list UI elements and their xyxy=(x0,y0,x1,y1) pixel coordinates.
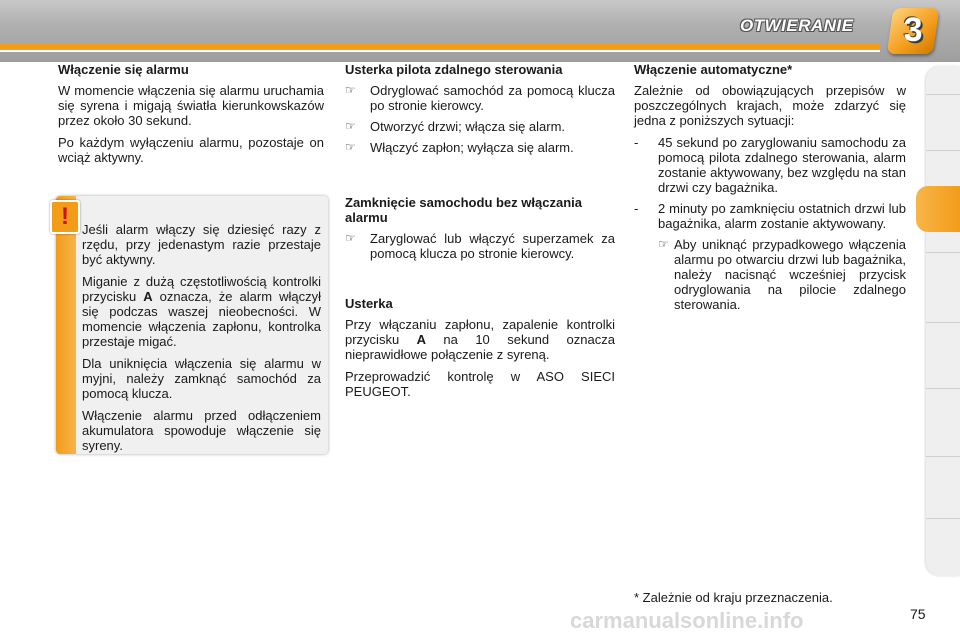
tab-divider xyxy=(926,518,960,519)
list-item: - 2 minuty po zamknięciu ostatnich drzwi lub bagażnika, alarm zostanie aktywowany. xyxy=(634,201,906,231)
watermark: carmanualsonline.info xyxy=(570,608,804,633)
footnote: * Zależnie od kraju przeznaczenia. xyxy=(634,590,833,605)
chapter-title: OTWIERANIE xyxy=(740,16,854,35)
chapter-tabs xyxy=(926,66,960,576)
tab-divider xyxy=(926,94,960,95)
chapter-badge xyxy=(887,8,939,54)
column-lock-without-alarm xyxy=(345,195,615,267)
paragraph: Jeśli alarm włączy się dziesięć razy z rzędu, przy jedenastym razie przestaje być aktywny. xyxy=(82,222,321,267)
tab-divider xyxy=(926,322,960,323)
paragraph: Zależnie od obowiązujących przepisów w poszczególnych krajach, może zdarzyć się jedna z poniższych sytuacji: xyxy=(634,83,906,128)
paragraph: Po każdym wyłączeniu alarmu, pozostaje on wciąż aktywny. xyxy=(58,135,324,165)
paragraph: Przy włączaniu zapłonu, zapalenie kontrolki przycisku A na 10 sekund oznacza nieprawidłowe połączenie z syreną. xyxy=(345,317,615,362)
tab-divider xyxy=(926,252,960,253)
button-label-a: A xyxy=(416,332,426,347)
heading-automatic-activation: Włączenie automatyczne* xyxy=(634,62,793,77)
hand-pointer-icon: ☞ xyxy=(658,237,669,251)
warning-icon: ! xyxy=(50,200,80,234)
paragraph: Włączenie alarmu przed odłączeniem akumulatora spowoduje włączenie się syreny. xyxy=(82,408,321,453)
paragraph: Miganie z dużą częstotliwością kontrolki przycisku A oznacza, że alarm włączył się podczas waszej nieobecności. W momencie włączenia zapłonu, kontrolka przestaje migać. xyxy=(82,274,321,349)
tab-divider xyxy=(926,150,960,151)
list-item: ☞ Aby uniknąć przypadkowego włączenia alarmu po otwarciu drzwi lub bagażnika, należy nacisnąć wcześniej przycisk odryglowania na pilocie zdalnego sterowania. xyxy=(658,237,906,312)
column-fault xyxy=(345,296,615,406)
warning-accent-bar xyxy=(56,196,76,454)
paragraph: W momencie włączenia się alarmu uruchamia się syrena i migają światła kierunkowskazów przez około 30 sekund. xyxy=(58,83,324,128)
warning-text xyxy=(82,222,321,460)
hand-pointer-icon: ☞ xyxy=(345,140,356,154)
column-automatic-activation xyxy=(634,62,906,318)
chapter-number: 3 xyxy=(903,11,923,49)
page-number: 75 xyxy=(910,606,926,622)
list-item: ☞ Zaryglować lub włączyć superzamek za pomocą klucza po stronie kierowcy. xyxy=(345,231,615,261)
tab-divider xyxy=(926,388,960,389)
dash-marker: - xyxy=(634,201,639,216)
heading-alarm-trigger: Włączenie się alarmu xyxy=(58,62,189,77)
list-item: ☞ Otworzyć drzwi; włącza się alarm. xyxy=(345,119,566,134)
dash-marker: - xyxy=(634,135,639,150)
list-item: ☞ Odryglować samochód za pomocą klucza po stronie kierowcy. xyxy=(345,83,615,113)
header-white-stripe xyxy=(0,50,880,52)
heading-lock-without-alarm: Zamknięcie samochodu bez włączania alarmu xyxy=(345,195,582,225)
paragraph: Przeprowadzić kontrolę w ASO SIECI PEUGEOT. xyxy=(345,369,615,399)
list-item: - 45 sekund po zaryglowaniu samochodu za pomocą pilota zdalnego sterowania, alarm zostanie aktywowany, bez względu na stan drzwi czy bagażnika. xyxy=(634,135,906,195)
list-item: ☞ Włączyć zapłon; wyłącza się alarm. xyxy=(345,140,574,155)
tab-divider xyxy=(926,456,960,457)
button-label-a: A xyxy=(143,289,153,304)
heading-remote-fault: Usterka pilota zdalnego sterowania xyxy=(345,62,563,77)
paragraph: Dla uniknięcia włączenia się alarmu w myjni, należy zamknąć samochód za pomocą klucza. xyxy=(82,356,321,401)
hand-pointer-icon: ☞ xyxy=(345,83,356,97)
hand-pointer-icon: ☞ xyxy=(345,119,356,133)
column-remote-fault xyxy=(345,62,615,161)
hand-pointer-icon: ☞ xyxy=(345,231,356,245)
heading-fault: Usterka xyxy=(345,296,393,311)
column-alarm-trigger xyxy=(58,62,324,172)
active-chapter-tab[interactable] xyxy=(916,186,960,232)
